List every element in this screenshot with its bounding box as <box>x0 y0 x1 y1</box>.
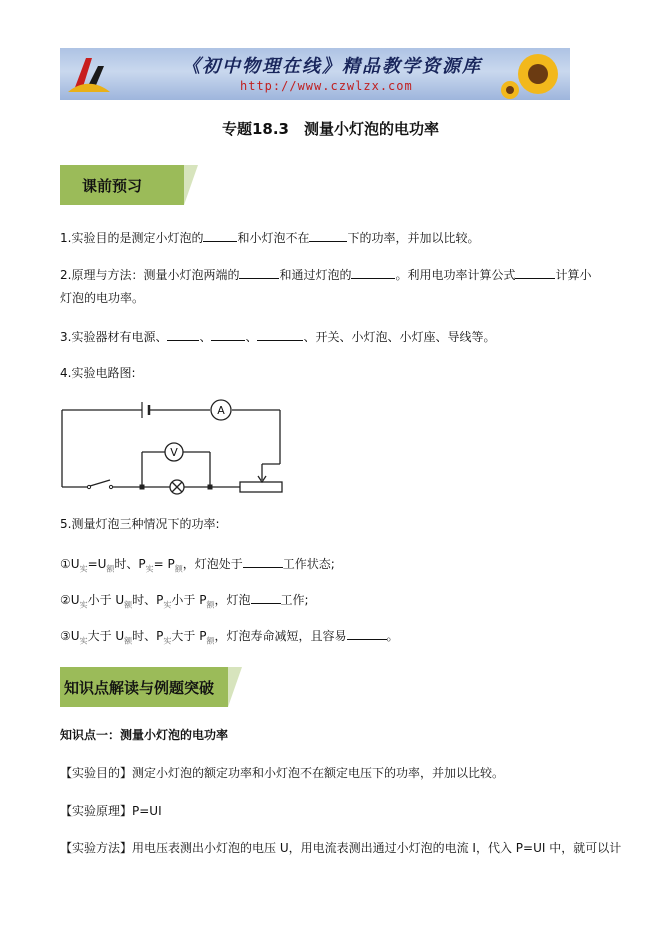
section-header-tail <box>228 667 242 707</box>
case1-sub-shi: 实 <box>79 564 88 574</box>
switch-lever <box>90 480 110 486</box>
banner-title: 《初中物理在线》精品教学资源库 <box>182 56 482 77</box>
case3-blank[interactable] <box>347 627 387 640</box>
circuit-diagram <box>60 398 290 498</box>
case3-sub-e: 额 <box>124 636 133 646</box>
q1-text-c: 下的功率，并加以比较。 <box>347 231 480 245</box>
switch-contact-right <box>109 485 112 488</box>
experiment-method <box>60 841 621 855</box>
case2-t4: 工作; <box>280 593 309 607</box>
case3-t1: 时、P <box>132 629 164 643</box>
q1-text-a: 1.实验目的是测定小灯泡的 <box>60 231 204 245</box>
section-header-tail <box>184 165 198 205</box>
banner-url: http://www.czwlzx.com <box>240 79 413 93</box>
section-header-knowledge <box>60 667 228 707</box>
case3-u: U <box>70 629 80 643</box>
case1-eq2: = P <box>153 557 175 571</box>
sunflower-icon <box>498 50 568 100</box>
section-header-preview <box>60 165 184 205</box>
q2-text-b: 和通过灯泡的 <box>279 268 352 282</box>
knowledge-point-1: 知识点一：测量小灯泡的电功率 <box>60 728 229 742</box>
case-3 <box>60 627 399 648</box>
q3-blank-1[interactable] <box>167 328 199 341</box>
case2-t1: 时、P <box>132 593 164 607</box>
q2-blank-1[interactable] <box>239 266 279 279</box>
case1-u: U <box>70 557 80 571</box>
page-title: 专题18.3 测量小灯泡的电功率 <box>221 120 439 138</box>
q3-blank-2[interactable] <box>211 328 245 341</box>
case2-blank[interactable] <box>251 591 281 604</box>
q1-blank-1[interactable] <box>203 229 237 242</box>
voltmeter-label: V <box>170 446 178 459</box>
q1-text-b: 和小灯泡不在 <box>237 231 310 245</box>
q2-blank-3[interactable] <box>515 266 555 279</box>
q2-text-a: 2.原理与方法：测量小灯泡两端的 <box>60 268 240 282</box>
case1-t2: ，灯泡处于 <box>182 557 243 571</box>
q3-blank-3[interactable] <box>257 328 303 341</box>
case2-sub-shi: 实 <box>79 600 88 610</box>
case3-t0: 大于 U <box>87 629 125 643</box>
case3-t4: 。 <box>386 629 399 643</box>
method-text: 用电压表测出小灯泡的电压 U，用电流表测出通过小灯泡的电流 I，代入 P=UI 中，就可以计 <box>132 841 622 855</box>
case1-sub-e-2: 额 <box>174 564 183 574</box>
purpose-tag: 【实验目的】 <box>60 766 133 780</box>
junction-left <box>140 485 145 490</box>
q3-text-c: 、 <box>245 330 258 344</box>
case2-sub-shi-2: 实 <box>163 600 172 610</box>
section-label: 课前预习 <box>82 176 143 195</box>
section-label: 知识点解读与例题突破 <box>64 678 215 697</box>
case2-sub-e-2: 额 <box>206 600 215 610</box>
q3-text-d: 、开关、小灯泡、小灯座、导线等。 <box>303 330 496 344</box>
q1-blank-2[interactable] <box>309 229 347 242</box>
q3-text-a: 3.实验器材有电源、 <box>60 330 168 344</box>
q2-text-c: 。利用电功率计算公式 <box>395 268 516 282</box>
ammeter-label: A <box>217 404 225 417</box>
experiment-principle <box>60 804 162 818</box>
case1-blank[interactable] <box>243 555 283 568</box>
question-5-label: 5.测量灯泡三种情况下的功率: <box>60 517 220 531</box>
rheostat-body <box>240 482 282 492</box>
question-1 <box>60 229 479 245</box>
case3-t3: ，灯泡寿命减短，且容易 <box>214 629 347 643</box>
case2-t0: 小于 U <box>87 593 125 607</box>
junction-right <box>208 485 213 490</box>
question-3 <box>60 328 496 344</box>
switch-contact-left <box>87 485 90 488</box>
case1-num: ① <box>60 557 71 571</box>
case2-t3: ，灯泡 <box>214 593 251 607</box>
q3-text-b: 、 <box>199 330 212 344</box>
case1-sub-shi-2: 实 <box>145 564 154 574</box>
case1-t1: 时、P <box>114 557 146 571</box>
case3-sub-e-2: 额 <box>206 636 215 646</box>
case2-u: U <box>70 593 80 607</box>
case1-eq: =U <box>87 557 107 571</box>
principle-text: P=UI <box>132 804 162 818</box>
case3-sub-shi-2: 实 <box>163 636 172 646</box>
case3-sub-shi: 实 <box>79 636 88 646</box>
q2-blank-2[interactable] <box>351 266 395 279</box>
case2-sub-e: 额 <box>124 600 133 610</box>
case3-num: ③ <box>60 629 71 643</box>
case3-t2: 大于 P <box>171 629 207 643</box>
case2-num: ② <box>60 593 71 607</box>
experiment-purpose <box>60 766 504 780</box>
purpose-text: 测定小灯泡的额定功率和小灯泡不在额定电压下的功率，并加以比较。 <box>132 766 505 780</box>
case1-t3: 工作状态; <box>282 557 335 571</box>
method-tag: 【实验方法】 <box>60 841 133 855</box>
question-2-line-2: 灯泡的电功率。 <box>60 291 145 305</box>
q2-text-d: 计算小 <box>555 268 592 282</box>
question-4-label: 4.实验电路图: <box>60 366 136 380</box>
case-2 <box>60 591 309 612</box>
principle-tag: 【实验原理】 <box>60 804 133 818</box>
case2-t2: 小于 P <box>171 593 207 607</box>
case1-sub-e: 额 <box>106 564 115 574</box>
question-2 <box>60 266 592 282</box>
case-1 <box>60 555 335 576</box>
header-banner <box>60 48 570 100</box>
logo-icon <box>64 52 114 96</box>
